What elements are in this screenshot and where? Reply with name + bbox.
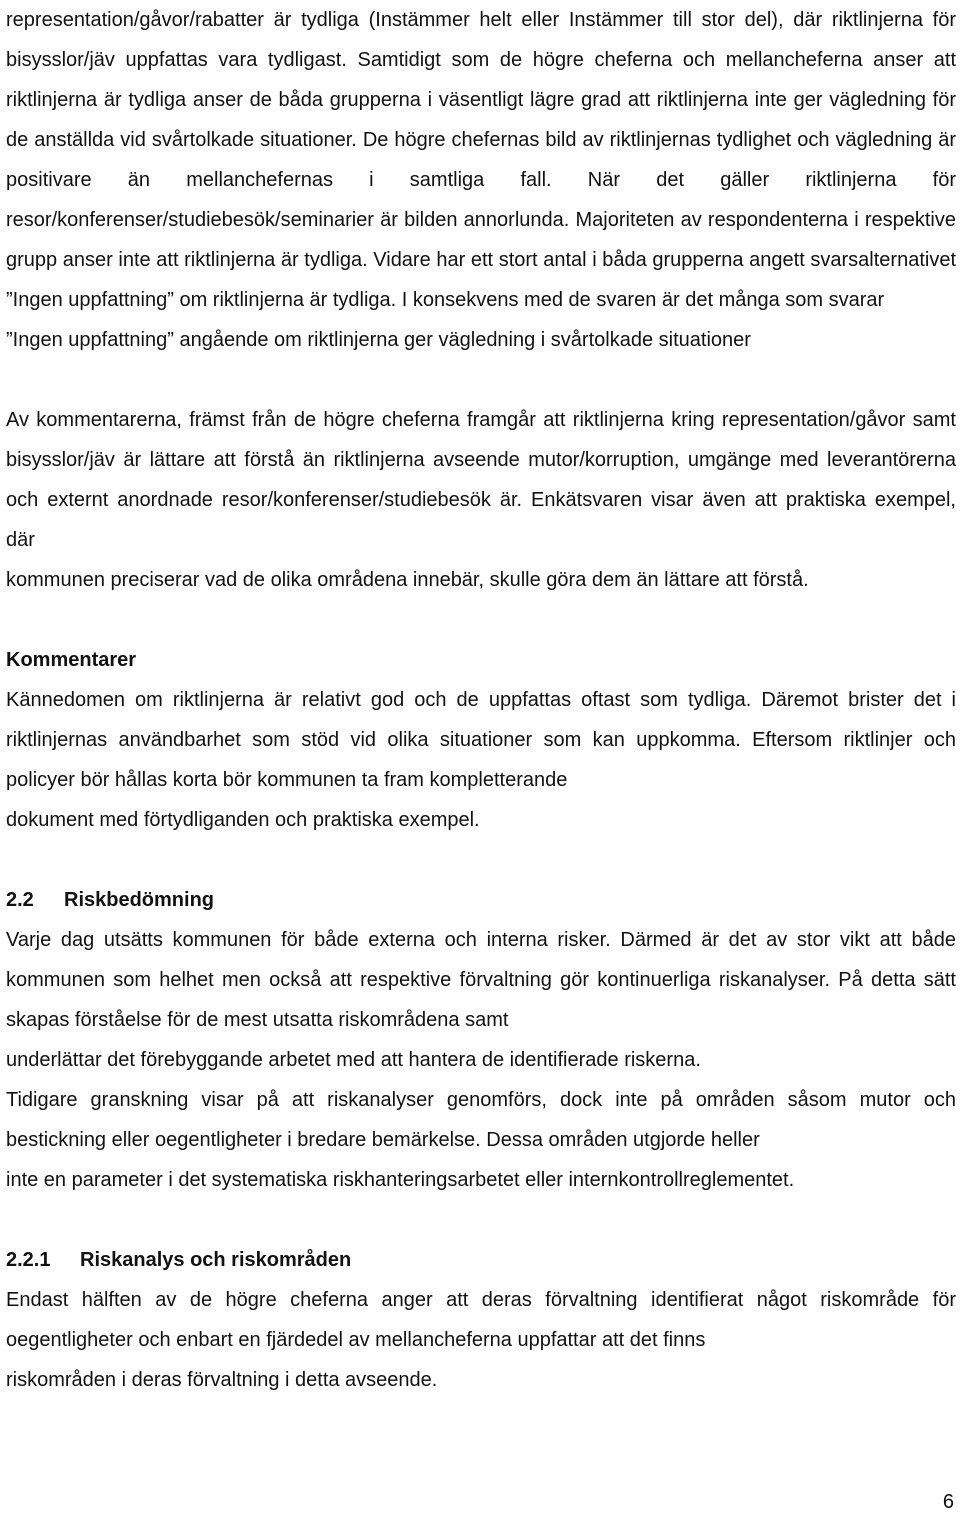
body-paragraph-5-last-line: inte en parameter i det systematiska riskhanteringsarbetet eller internkontrollreglementet.	[6, 1169, 795, 1191]
section-heading-2-2	[6, 880, 956, 920]
body-paragraph-3: Kännedomen om riktlinjerna är relativt god och de uppfattas oftast som tydliga. Däremot brister det i riktlinjernas användbarhet som stöd vid olika situationer som kan uppkomma. Eftersom riktlinjer och policyer bör hållas korta bör kommunen ta fram kompletterande	[6, 689, 956, 791]
section-title: Riskbedömning	[64, 889, 215, 911]
body-paragraph-4-last-line: underlättar det förebyggande arbetet med att hantera de identifierade riskerna.	[6, 1049, 701, 1071]
body-paragraph-4: Varje dag utsätts kommunen för både externa och interna risker. Därmed är det av stor vikt att både kommunen som helhet men också att respektive förvaltning gör kontinuerliga riskanalyser. På detta sätt skapas förståelse för de mest utsatta riskområdena samt	[6, 929, 956, 1031]
section-heading-2-2-1	[6, 1240, 956, 1280]
body-paragraph-5: Tidigare granskning visar på att riskanalyser genomförs, dock inte på områden såsom mutor och bestickning eller oegentligheter i bredare bemärkelse. Dessa områden utgjorde heller	[6, 1089, 956, 1151]
body-paragraph-2-last-line: kommunen preciserar vad de olika områdena innebär, skulle göra dem än lättare att förstå.	[6, 569, 809, 591]
kommentarer-heading: Kommentarer	[6, 649, 137, 671]
subsection-number: 2.2.1	[6, 1249, 51, 1271]
body-paragraph-1: representation/gåvor/rabatter är tydliga (Instämmer helt eller Instämmer till stor del), där riktlinjerna för bisysslor/jäv uppfattas vara tydligast. Samtidigt som de högre cheferna och mellancheferna anser att riktlinjerna är tydliga anser de båda grupperna i väsentligt lägre grad att riktlinjerna inte ger vägledning för de anställda vid svårtolkade situationer. De högre chefernas bild av riktlinjernas tydlighet och vägledning är positivare än mellanchefernas i samtliga fall. När det gäller riktlinjerna för resor/konferenser/studiebesök/seminarier är bilden annorlunda. Majoriteten av respondenterna i respektive grupp anser inte att riktlinjerna är tydliga. Vidare har ett stort antal i båda grupperna angett svarsalternativet ”Ingen uppfattning” om riktlinjerna är tydliga. I konsekvens med de svaren är det många som svarar	[6, 9, 956, 311]
body-paragraph-6: Endast hälften av de högre cheferna anger att deras förvaltning identifierat något riskområde för oegentligheter och enbart en fjärdedel av mellancheferna uppfattar att det finns	[6, 1289, 956, 1351]
subsection-title: Riskanalys och riskområden	[80, 1249, 352, 1271]
page-number: 6	[942, 1491, 954, 1513]
body-paragraph-6-last-line: riskområden i deras förvaltning i detta avseende.	[6, 1369, 438, 1391]
document-page	[6, 0, 956, 1400]
body-paragraph-1-last-line: ”Ingen uppfattning” angående om riktlinjerna ger vägledning i svårtolkade situationer	[6, 329, 751, 351]
body-paragraph-2: Av kommentarerna, främst från de högre cheferna framgår att riktlinjerna kring representation/gåvor samt bisysslor/jäv är lättare att förstå än riktlinjerna avseende mutor/korruption, umgänge med leverantörerna och externt anordnade resor/konferenser/studiebesök är. Enkätsvaren visar även att praktiska exempel, där	[6, 409, 956, 551]
section-number: 2.2	[6, 889, 34, 911]
body-paragraph-3-last-line: dokument med förtydliganden och praktiska exempel.	[6, 809, 480, 831]
